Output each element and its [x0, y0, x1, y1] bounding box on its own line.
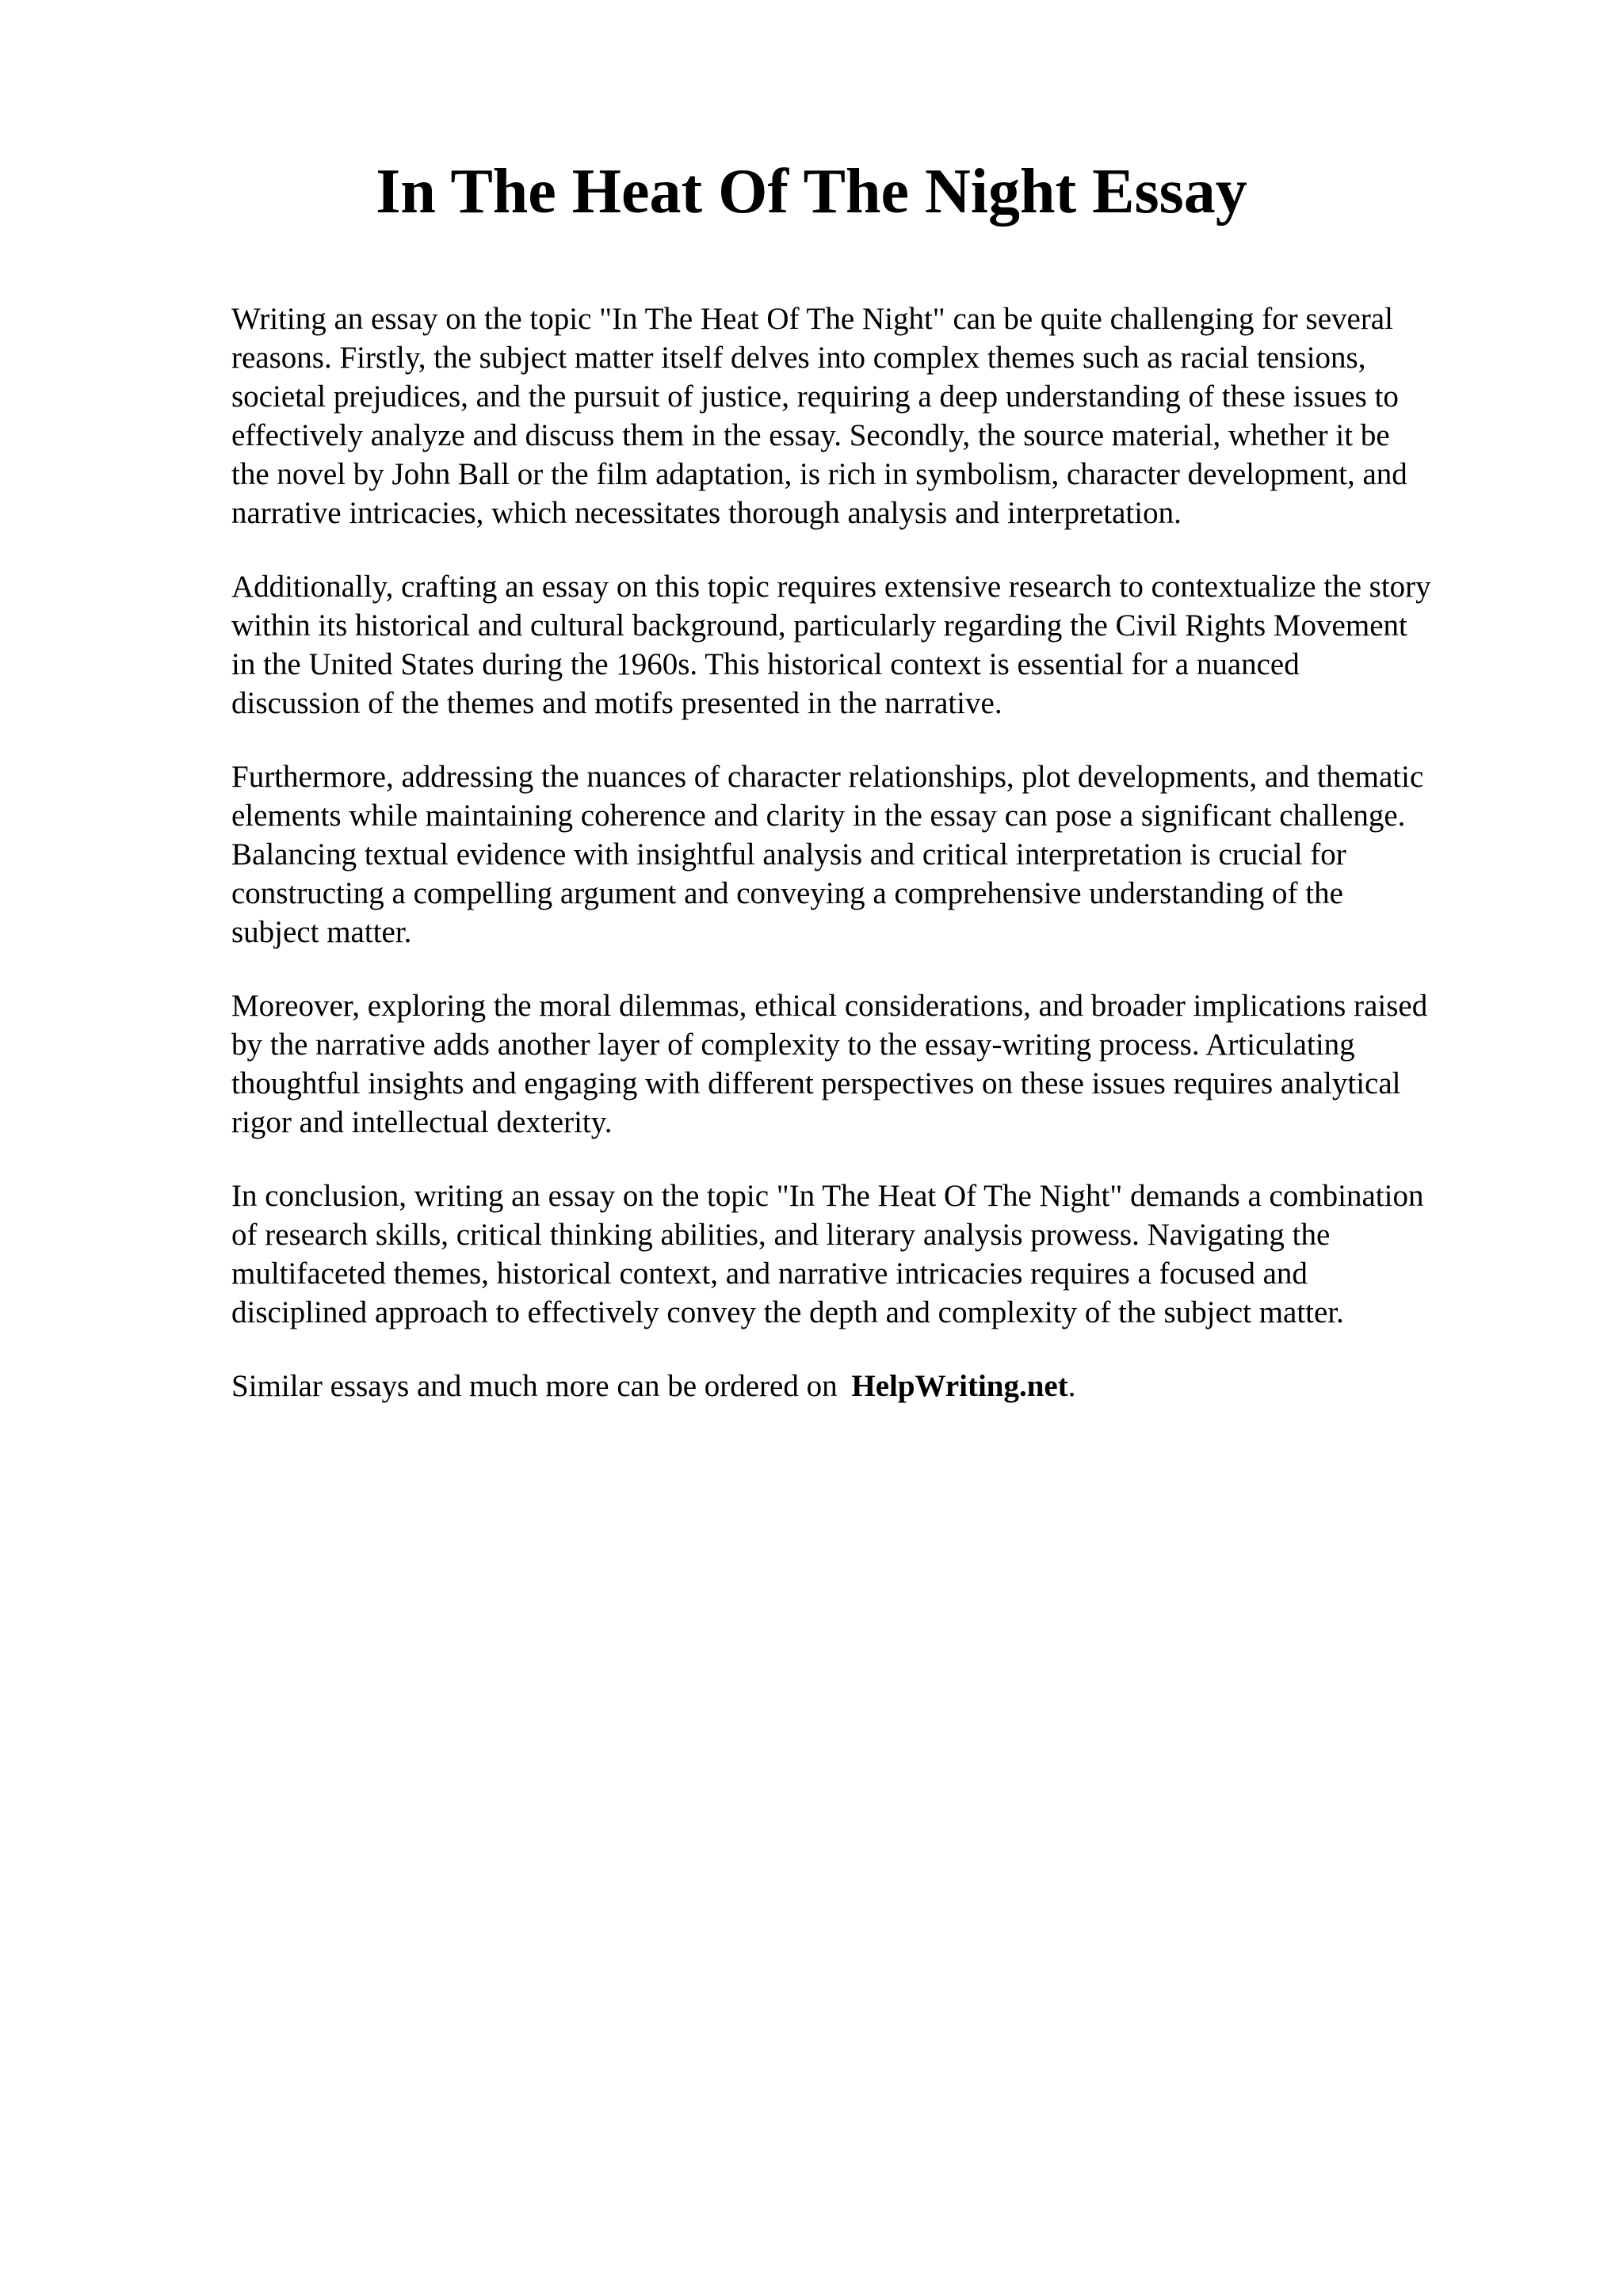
paragraph-2: [231, 567, 1515, 723]
text-line: multifaceted themes, historical context, and narrative intricacies requires a focused and: [231, 1257, 1308, 1291]
text-line: Moreover, exploring the moral dilemmas, ethical considerations, and broader implications raised: [231, 989, 1428, 1023]
text-line: of research skills, critical thinking abilities, and literary analysis prowess. Navigating the: [231, 1218, 1331, 1252]
paragraph-4: [231, 986, 1515, 1142]
text-line: thoughtful insights and engaging with different perspectives on these issues requires analytical: [231, 1066, 1401, 1100]
essay-body: [231, 299, 1515, 1405]
footer-text: Similar essays and much more can be ordered on: [231, 1369, 838, 1403]
paragraph-1: [231, 299, 1515, 532]
text-line: reasons. Firstly, the subject matter itself delves into complex themes such as racial tensions,: [231, 341, 1366, 375]
text-line: Additionally, crafting an essay on this topic requires extensive research to contextualize the story: [231, 570, 1431, 604]
page-title: In The Heat Of The Night Essay: [376, 157, 1247, 227]
text-line: elements while maintaining coherence and clarity in the essay can pose a significant challenge.: [231, 799, 1406, 833]
text-line: discussion of the themes and motifs presented in the narrative.: [231, 686, 1002, 720]
paragraph-5: [231, 1177, 1515, 1332]
text-line: subject matter.: [231, 915, 412, 949]
text-line: narrative intricacies, which necessitates thorough analysis and interpretation.: [231, 496, 1182, 530]
text-line: Furthermore, addressing the nuances of character relationships, plot developments, and thematic: [231, 760, 1424, 794]
text-line: disciplined approach to effectively convey the depth and complexity of the subject matter.: [231, 1295, 1344, 1329]
footer-note: [231, 1367, 1515, 1405]
text-line: effectively analyze and discuss them in the essay. Secondly, the source material, whether it be: [231, 418, 1390, 452]
text-line: within its historical and cultural background, particularly regarding the Civil Rights Movement: [231, 608, 1407, 643]
text-line: the novel by John Ball or the film adaptation, is rich in symbolism, character development, and: [231, 457, 1407, 491]
text-line: in the United States during the 1960s. This historical context is essential for a nuanced: [231, 647, 1300, 681]
text-line: rigor and intellectual dexterity.: [231, 1105, 613, 1139]
brand-link[interactable]: HelpWriting.net: [851, 1369, 1068, 1403]
footer-suffix: .: [1067, 1369, 1076, 1403]
text-line: constructing a compelling argument and conveying a comprehensive understanding of the: [231, 876, 1343, 910]
text-line: In conclusion, writing an essay on the topic "In The Heat Of The Night" demands a combination: [231, 1179, 1424, 1213]
text-line: Writing an essay on the topic "In The Heat Of The Night" can be quite challenging for several: [231, 302, 1393, 336]
text-line: Balancing textual evidence with insightful analysis and critical interpretation is crucial for: [231, 837, 1346, 871]
paragraph-3: [231, 757, 1515, 952]
text-line: by the narrative adds another layer of complexity to the essay-writing process. Articulating: [231, 1028, 1355, 1062]
text-line: societal prejudices, and the pursuit of justice, requiring a deep understanding of these issues to: [231, 379, 1399, 414]
